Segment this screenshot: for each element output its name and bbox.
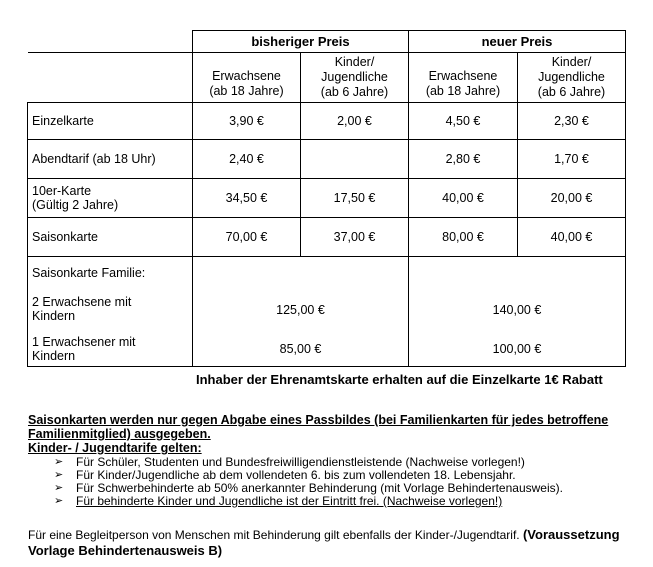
price-cell: 140,00 € — [492, 303, 542, 317]
table-row — [28, 179, 626, 218]
price-cell: 40,00 € — [409, 179, 518, 218]
family-one-adult-label: 1 Erwachsener mit Kindern — [32, 335, 136, 363]
youth-tariff-list — [28, 456, 628, 508]
price-cell: 37,00 € — [301, 218, 409, 257]
row-label: 10er-Karte (Gültig 2 Jahre) — [28, 179, 193, 218]
family-new-prices — [409, 257, 626, 367]
table-row — [28, 140, 626, 179]
list-item: ➢ Für behinderte Kinder und Jugendliche ist der Eintritt frei. (Nachweise vorlegen!) — [54, 494, 503, 508]
price-cell: 1,70 € — [518, 140, 626, 179]
family-title: Saisonkarte Familie: — [32, 266, 146, 280]
corner-cell — [28, 53, 193, 103]
companion-note-text: Für eine Begleitperson von Menschen mit Behinderung gilt ebenfalls der Kinder-/Jugendtarif. — [28, 528, 520, 542]
price-cell: 2,30 € — [518, 103, 626, 140]
price-cell: 125,00 € — [276, 303, 325, 317]
arrow-bullet-icon: ➢ — [54, 495, 64, 507]
price-cell: 2,00 € — [301, 103, 409, 140]
companion-note-requirement-2: Vorlage Behindertenausweis B) — [28, 543, 223, 558]
price-table — [27, 30, 626, 367]
companion-note-requirement-1: (Voraussetzung — [522, 527, 620, 542]
list-item: ➢ Für Kinder/Jugendliche ab dem vollendeten 6. bis zum vollendeten 18. Lebensjahr. — [54, 468, 516, 482]
passbild-note-line-1: Saisonkarten werden nur gegen Abgabe eines Passbildes (bei Familienkarten für jedes betroffene — [28, 413, 609, 427]
list-item: ➢ Für Schwerbehinderte ab 50% anerkannter Behinderung (mit Vorlage Behindertenausweis). — [54, 481, 563, 495]
price-cell: 17,50 € — [301, 179, 409, 218]
price-cell: 40,00 € — [518, 218, 626, 257]
companion-note — [28, 527, 638, 559]
arrow-bullet-icon: ➢ — [54, 482, 64, 494]
family-label-cell — [28, 257, 193, 367]
row-label: Saisonkarte — [28, 218, 193, 257]
price-cell: 2,40 € — [193, 140, 301, 179]
table-row — [28, 218, 626, 257]
header-new-price: neuer Preis — [409, 31, 626, 53]
price-cell — [301, 140, 409, 179]
youth-tariff-heading: Kinder- / Jugendtarife gelten: — [28, 441, 202, 455]
price-cell: 100,00 € — [492, 342, 542, 356]
list-item: ➢ Für Schüler, Studenten und Bundesfreiwilligendienstleistende (Nachweise vorlegen!) — [54, 455, 525, 469]
table-row — [28, 103, 626, 140]
row-label: Einzelkarte — [28, 103, 193, 140]
price-cell: 34,50 € — [193, 179, 301, 218]
col-new-child: Kinder/ Jugendliche (ab 6 Jahre) — [518, 53, 626, 103]
price-cell: 4,50 € — [409, 103, 518, 140]
col-new-adult: Erwachsene (ab 18 Jahre) — [409, 53, 518, 103]
col-old-adult: Erwachsene (ab 18 Jahre) — [193, 53, 301, 103]
family-old-prices — [193, 257, 409, 367]
family-row — [28, 257, 626, 367]
price-cell: 70,00 € — [193, 218, 301, 257]
arrow-bullet-icon: ➢ — [54, 456, 64, 468]
col-old-child: Kinder/ Jugendliche (ab 6 Jahre) — [301, 53, 409, 103]
family-two-adults-label: 2 Erwachsene mit Kindern — [32, 295, 132, 323]
price-cell: 3,90 € — [193, 103, 301, 140]
price-cell: 2,80 € — [409, 140, 518, 179]
arrow-bullet-icon: ➢ — [54, 469, 64, 481]
price-cell: 85,00 € — [279, 342, 322, 356]
row-label: Abendtarif (ab 18 Uhr) — [28, 140, 193, 179]
passbild-note-line-2: Familienmitglied) ausgegeben. — [28, 427, 211, 441]
price-cell: 80,00 € — [409, 218, 518, 257]
honor-card-note: Inhaber der Ehrenamtskarte erhalten auf die Einzelkarte 1€ Rabatt — [196, 372, 603, 387]
price-cell: 20,00 € — [518, 179, 626, 218]
corner-cell — [28, 31, 193, 53]
header-old-price: bisheriger Preis — [193, 31, 409, 53]
conditions-section — [28, 413, 628, 508]
